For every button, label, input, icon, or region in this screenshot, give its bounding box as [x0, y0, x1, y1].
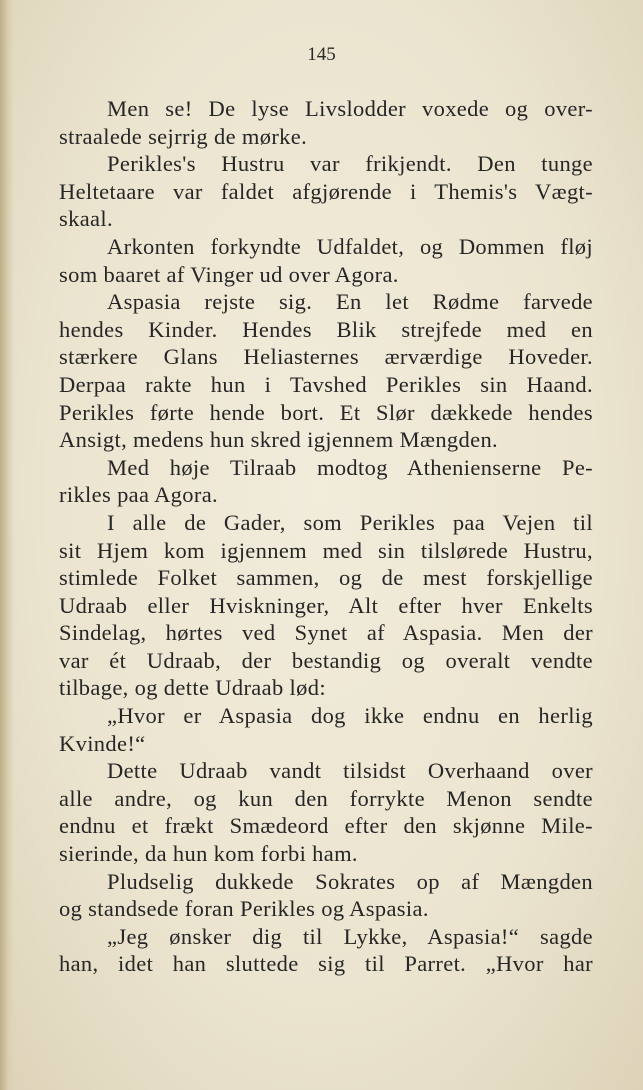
text-line: Pludselig dukkede Sokrates op af Mængden — [107, 868, 593, 894]
text-line: Med høje Tilraab modtog Athenienserne Pe- — [107, 454, 593, 480]
text-line: skaal. — [59, 206, 113, 232]
body-text — [59, 95, 593, 978]
page-binding-edge — [0, 0, 14, 1090]
text-line: Men se! De lyse Livslodder voxede og over- — [107, 96, 593, 121]
text-line: hendes Kinder. Hendes Blik strejfede med en — [59, 316, 593, 342]
text-line: rikles paa Agora. — [59, 482, 219, 508]
text-line: Ansigt, medens hun skred igjennem Mængden. — [59, 427, 499, 453]
text-line: „Hvor er Aspasia dog ikke endnu en herlig — [107, 703, 593, 729]
text-line: Udraab eller Hviskninger, Alt efter hver Enkelts — [59, 592, 593, 618]
text-line: stærkere Glans Heliasternes ærværdige Hoveder. — [59, 344, 593, 370]
text-line: og standsede foran Perikles og Aspasia. — [59, 896, 429, 922]
text-line: Kvinde!“ — [59, 730, 146, 756]
text-line: tilbage, og dette Udraab lød: — [59, 675, 326, 701]
text-line: straalede sejrrig de mørke. — [59, 123, 308, 149]
text-line: Arkonten forkyndte Udfaldet, og Dommen fløj — [107, 233, 593, 259]
text-line: var ét Udraab, der bestandig og overalt vendte — [59, 647, 593, 673]
page-number: 145 — [307, 44, 336, 65]
text-line: sit Hjem kom igjennem med sin tilslørede Hustru, — [59, 537, 593, 563]
text-line: Dette Udraab vandt tilsidst Overhaand over — [107, 758, 593, 784]
text-line: Aspasia rejste sig. En let Rødme farvede — [107, 289, 593, 315]
text-line: stimlede Folket sammen, og de mest forskjellige — [59, 565, 593, 591]
text-line: Derpaa rakte hun i Tavshed Perikles sin Haand. — [59, 371, 593, 397]
text-line: Perikles førte hende bort. Et Slør dækkede hendes — [59, 399, 593, 425]
text-line: I alle de Gader, som Perikles paa Vejen til — [107, 509, 593, 535]
text-line: endnu et frækt Smædeord efter den skjønne Mile- — [59, 813, 593, 839]
text-line: sierinde, da hun kom forbi ham. — [59, 841, 358, 867]
text-line: Sindelag, hørtes ved Synet af Aspasia. Men der — [59, 620, 593, 646]
text-line: Perikles's Hustru var frikjendt. Den tunge — [107, 151, 593, 177]
text-line: alle andre, og kun den forrykte Menon sendte — [59, 785, 593, 811]
text-line: Heltetaare var faldet afgjørende i Themis's Vægt- — [59, 178, 593, 204]
text-line: han, idet han sluttede sig til Parret. „Hvor har — [59, 951, 593, 977]
text-line: som baaret af Vinger ud over Agora. — [59, 261, 399, 287]
text-line: „Jeg ønsker dig til Lykke, Aspasia!“ sagde — [107, 923, 593, 949]
